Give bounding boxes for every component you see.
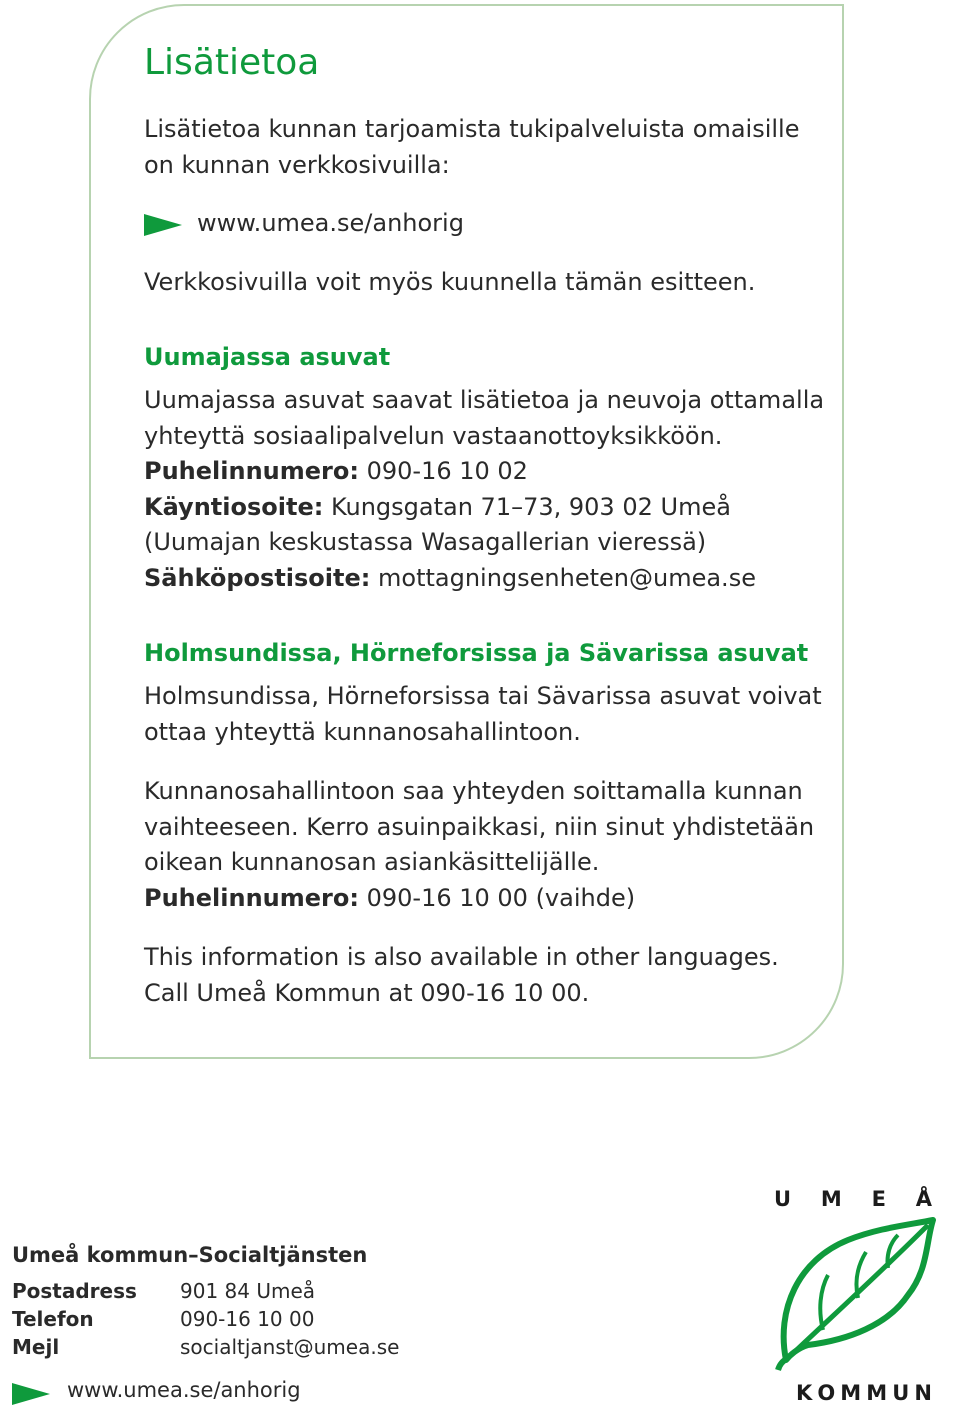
english-note: This information is also available in other languages. Call Umeå Kommun at 090-16 10 00. bbox=[144, 943, 779, 1007]
intro-line: Lisätietoa kunnan tarjoamista tukipalveluista omaisille bbox=[144, 115, 800, 143]
footer-link[interactable]: www.umea.se/anhorig bbox=[67, 1378, 301, 1402]
leaf-icon bbox=[768, 1180, 948, 1405]
footer-row: Mejl socialtjanst@umea.se bbox=[12, 1335, 400, 1359]
umea-details: Uumajassa asuvat saavat lisätietoa ja neuvoja ottamalla yhteyttä sosiaalipalvelun vastaanottoyksikköön. Puhelinnumero: 090-16 10 02 Käyntiosoite: Kungsgatan 71–73, 903 02 Umeå (Uumajan keskustassa Wasagallerian vieressä) Sähköpostisoite: mottagningsenheten@umea.se bbox=[144, 383, 824, 596]
umea-address: Käyntiosoite: Kungsgatan 71–73, 903 02 Umeå bbox=[144, 492, 731, 521]
page-title: Lisätietoa bbox=[144, 42, 320, 83]
arrow-right-icon bbox=[144, 214, 182, 236]
holmsund-section bbox=[144, 636, 808, 672]
footer-contact bbox=[12, 1243, 399, 1361]
website-link-text[interactable]: www.umea.se/anhorig bbox=[197, 209, 464, 237]
holmsund-more: Kunnanosahallintoon saa yhteyden soittamalla kunnan vaihteeseen. Kerro asuinpaikkasi, niin sinut yhdistetään oikean kunnanosan asiankäsittelijälle. Puhelinnumero: 090-16 10 00 (vaihde) bbox=[144, 774, 814, 916]
umea-section bbox=[144, 340, 390, 376]
umea-phone: Puhelinnumero: 090-16 10 02 bbox=[144, 457, 528, 485]
footer-row: Telefon 090-16 10 00 bbox=[12, 1307, 315, 1331]
holmsund-phone: Puhelinnumero: 090-16 10 00 (vaihde) bbox=[144, 883, 636, 912]
intro-line: on kunnan verkkosivuilla: bbox=[144, 150, 450, 179]
listen-text: Verkkosivuilla voit myös kuunnella tämän esitteen. bbox=[144, 268, 756, 296]
footer-row: Postadress 901 84 Umeå bbox=[12, 1279, 316, 1303]
intro-text bbox=[144, 112, 799, 183]
section-heading: Holmsundissa, Hörneforsissa ja Sävarissa asuvat bbox=[144, 639, 809, 667]
section-heading: Uumajassa asuvat bbox=[144, 343, 391, 371]
umea-kommun-logo bbox=[768, 1180, 948, 1405]
umea-email: Sähköpostisoite: mottagningsenheten@umea.se bbox=[144, 563, 756, 592]
website-link[interactable] bbox=[197, 206, 464, 242]
arrow-right-icon bbox=[12, 1383, 50, 1405]
logo-bottom-text: K O M M U N bbox=[796, 1381, 932, 1405]
logo-top-text: U M E Å bbox=[774, 1187, 932, 1211]
org-name: Umeå kommun–Socialtjänsten bbox=[12, 1243, 368, 1267]
holmsund-details: Holmsundissa, Hörneforsissa tai Sävarissa asuvat voivat ottaa yhteyttä kunnanosahallintoon. bbox=[144, 682, 822, 746]
